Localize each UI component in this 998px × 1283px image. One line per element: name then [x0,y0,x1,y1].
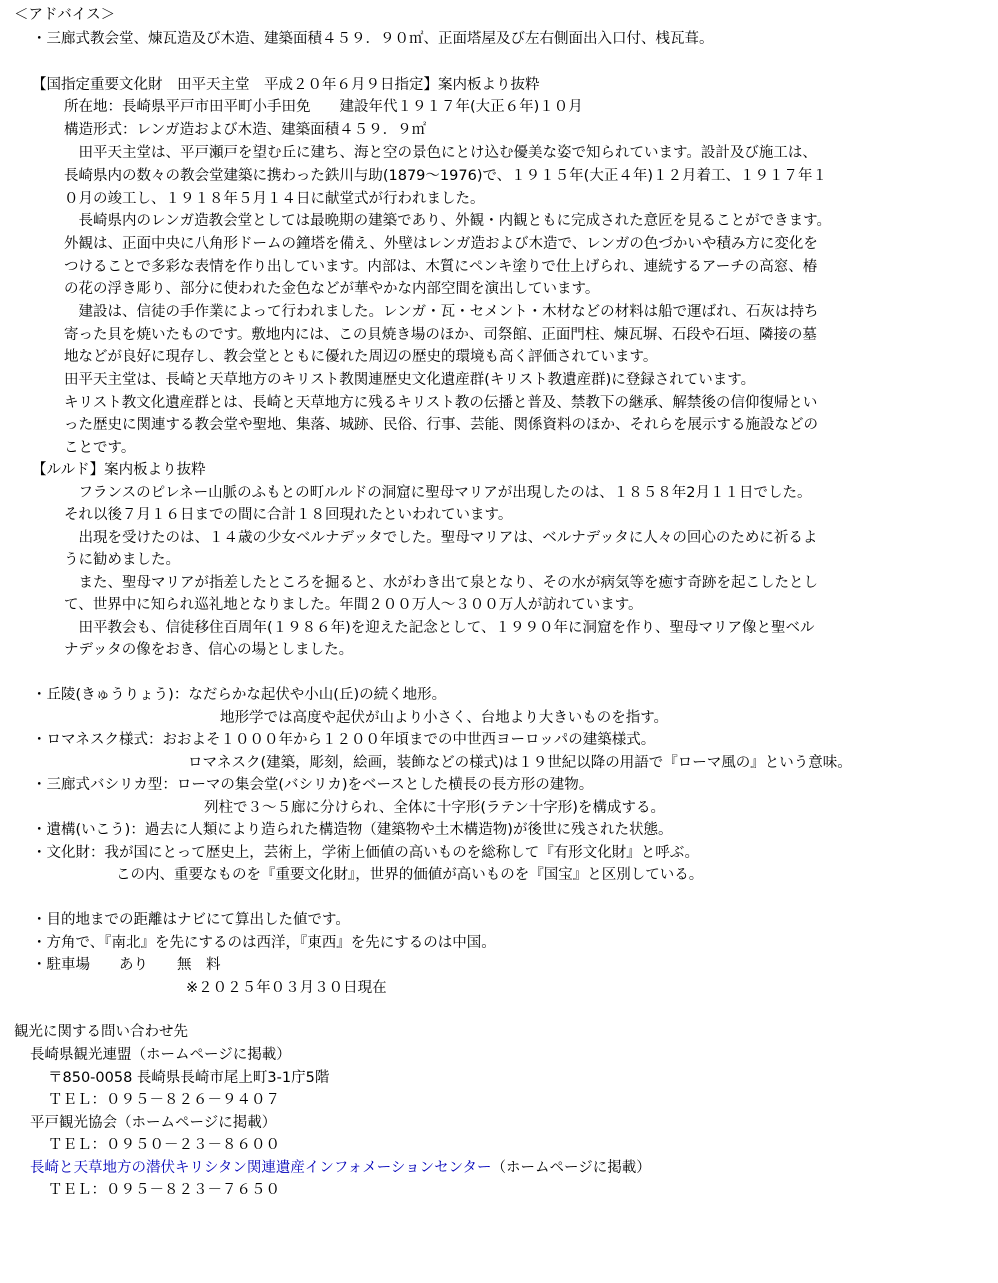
cp-body-line: 建設は、信徒の手作業によって行われました。レンガ・瓦・セメント・木材などの材料は船で運ばれ、石灰は持ち [64,304,819,320]
advice-heading: ＜アドバイス＞ [14,7,116,23]
info-center-link[interactable]: 長崎と天草地方の潜伏キリシタン関連遺産インフォメーションセンター [30,1160,492,1176]
lourdes-body-line: また、聖母マリアが指差したところを掘ると、水がわき出て泉となり、その水が病気等を癒す奇跡を起こしたとし [64,575,818,591]
note-line: ・方角で、『南北』を先にするのは西洋，『東西』を先にするのは中国。 [32,935,496,951]
structure-line: 構造形式：レンガ造および木造、建築面積４５９．９㎡ [64,122,427,138]
contact-hirado-tel: ＴＥＬ：０９５０－２３－８６００ [48,1137,280,1153]
glossary-line: ・文化財：我が国にとって歴史上，芸術上，学術上価値の高いものを総称して『有形文化財』と呼ぶ。 [32,845,699,861]
glossary-line: ロマネスク(建築，彫刻，絵画，装飾などの様式)は１９世紀以降の用語で『ローマ風の』という意味。 [188,755,852,771]
contact-nagasaki-address: 〒850-0058 長崎県長崎市尾上町3-1庁5階 [48,1070,330,1086]
lourdes-body-line: ナデッタの像をおき、信心の場としました。 [64,642,354,658]
cp-body-line: 地などが良好に現存し、教会堂とともに優れた周辺の歴史的環境も高く評価されています。 [64,349,658,365]
cp-body-line: 長崎県内のレンガ造教会堂としては最晩期の建築であり、外観・内観ともに完成された意匠を見ることができます。 [64,213,831,229]
cp-body-line: 外観は、正面中央に八角形ドームの鐘塔を備え、外壁はレンガ造および木造で、レンガの色づかいや積み方に変化を [64,236,818,252]
lourdes-body-line: 出現を受けたのは、１４歳の少女ベルナデッタでした。聖母マリアは、ベルナデッタに人々の回心のために祈るよ [64,530,818,546]
advice-summary: ・三廊式教会堂、煉瓦造及び木造、建築面積４５９．９０㎡、正面塔屋及び左右側面出入口付、桟瓦葺。 [32,31,714,47]
cp-body-line: 長崎県内の数々の教会堂建築に携わった鉄川与助(1879～1976)で、１９１５年(大正４年)１２月着工、１９１７年１ [64,168,827,184]
lourdes-body-line: フランスのピレネー山脈のふもとの町ルルドの洞窟に聖母マリアが出現したのは、１８５８年2月１１日でした。 [64,485,812,501]
cp-body-line: 田平天主堂は、長崎と天草地方のキリスト教関連歴史文化遺産群(キリスト教遺産群)に登録されています。 [64,372,756,388]
cp-body-line: つけることで多彩な表情を作り出しています。内部は、木質にペンキ塗りで仕上げられ、連続するアーチの高窓、椿 [64,259,818,275]
cp-body-line: の花の浮き彫り、部分に使われた金色などが華やかな内部空間を演出しています。 [64,281,600,297]
cultural-property-heading: 【国指定重要文化財 田平天主堂 平成２０年６月９日指定】案内板より抜粋 [32,77,540,93]
contacts-heading: 観光に関する問い合わせ先 [14,1024,188,1040]
glossary-line: ・遺構(いこう)：過去に人類により造られた構造物（建築物や土木構造物)が後世に残された状態。 [32,822,673,838]
glossary-line: ・三廊式バシリカ型：ローマの集会堂(バシリカ)をベースとした横長の長方形の建物。 [32,777,594,793]
glossary-line: ・丘陵(きゅうりょう)：なだらかな起伏や小山(丘)の続く地形。 [32,687,447,703]
note-line: ・目的地までの距離はナビにて算出した値です。 [32,912,350,928]
glossary-line: この内、重要なものを『重要文化財』，世界的価値が高いものを『国宝』と区別している。 [116,867,704,883]
glossary-line: 列柱で３～５廊に分けられ、全体に十字形(ラテン十字形)を構成する。 [204,800,665,816]
info-center-suffix: （ホームページに掲載） [491,1160,651,1176]
lourdes-body-line: て、世界中に知られ巡礼地となりました。年間２００万人～３００万人が訪れています。 [64,597,643,613]
glossary-line: 地形学では高度や起伏が山より小さく、台地より大きいものを指す。 [220,710,669,726]
cp-body-line: 寄った貝を焼いたものです。敷地内には、この貝焼き場のほか、司祭館、正面門柱、煉瓦塀、石段や石垣、隣接の墓 [64,327,817,343]
cp-body-line: 田平天主堂は、平戸瀬戸を望む丘に建ち、海と空の景色にとけ込む優美な姿で知られています。設計及び施工は、 [64,145,817,161]
cp-body-line: ０月の竣工し、１９１８年５月１４日に献堂式が行われました。 [64,191,485,207]
contact-nagasaki-name: 長崎県観光連盟（ホームページに掲載） [30,1047,291,1063]
parking-note: ・駐車場 あり 無 料 [32,957,221,973]
contact-hirado-name: 平戸観光協会（ホームページに掲載） [30,1115,277,1131]
cp-body-line: った歴史に関連する教会堂や聖地、集落、城跡、民俗、行事、芸能、関係資料のほか、それらを展示する施設などの [64,417,818,433]
glossary-line: ・ロマネスク様式：おおよそ１０００年から１２００年頃までの中世西ヨーロッパの建築様式。 [32,732,656,748]
as-of-date: ※２０２５年０３月３０日現在 [186,980,387,996]
lourdes-heading: 【ルルド】案内板より抜粋 [32,462,206,478]
lourdes-body-line: 田平教会も、信徒移住百周年(１９８６年)を迎えた記念として、１９９０年に洞窟を作り、聖母マリア像と聖ベル [64,620,815,636]
cp-body-line: ことです。 [64,440,136,456]
contact-center-tel: ＴＥＬ：０９５－８２３－７６５０ [48,1182,280,1198]
lourdes-body-line: それ以後７月１６日までの間に合計１８回現れたといわれています。 [64,507,513,523]
contact-center-row [30,1159,651,1177]
location-line: 所在地：長崎県平戸市田平町小手田免 建設年代１９１７年(大正６年)１０月 [64,99,583,115]
cp-body-line: キリスト教文化遺産群とは、長崎と天草地方に残るキリスト教の伝播と普及、禁教下の継承、解禁後の信仰復帰とい [64,395,818,411]
lourdes-body-line: うに勧めました。 [64,552,180,568]
contact-nagasaki-tel: ＴＥＬ：０９５－８２６－９４０７ [48,1092,280,1108]
